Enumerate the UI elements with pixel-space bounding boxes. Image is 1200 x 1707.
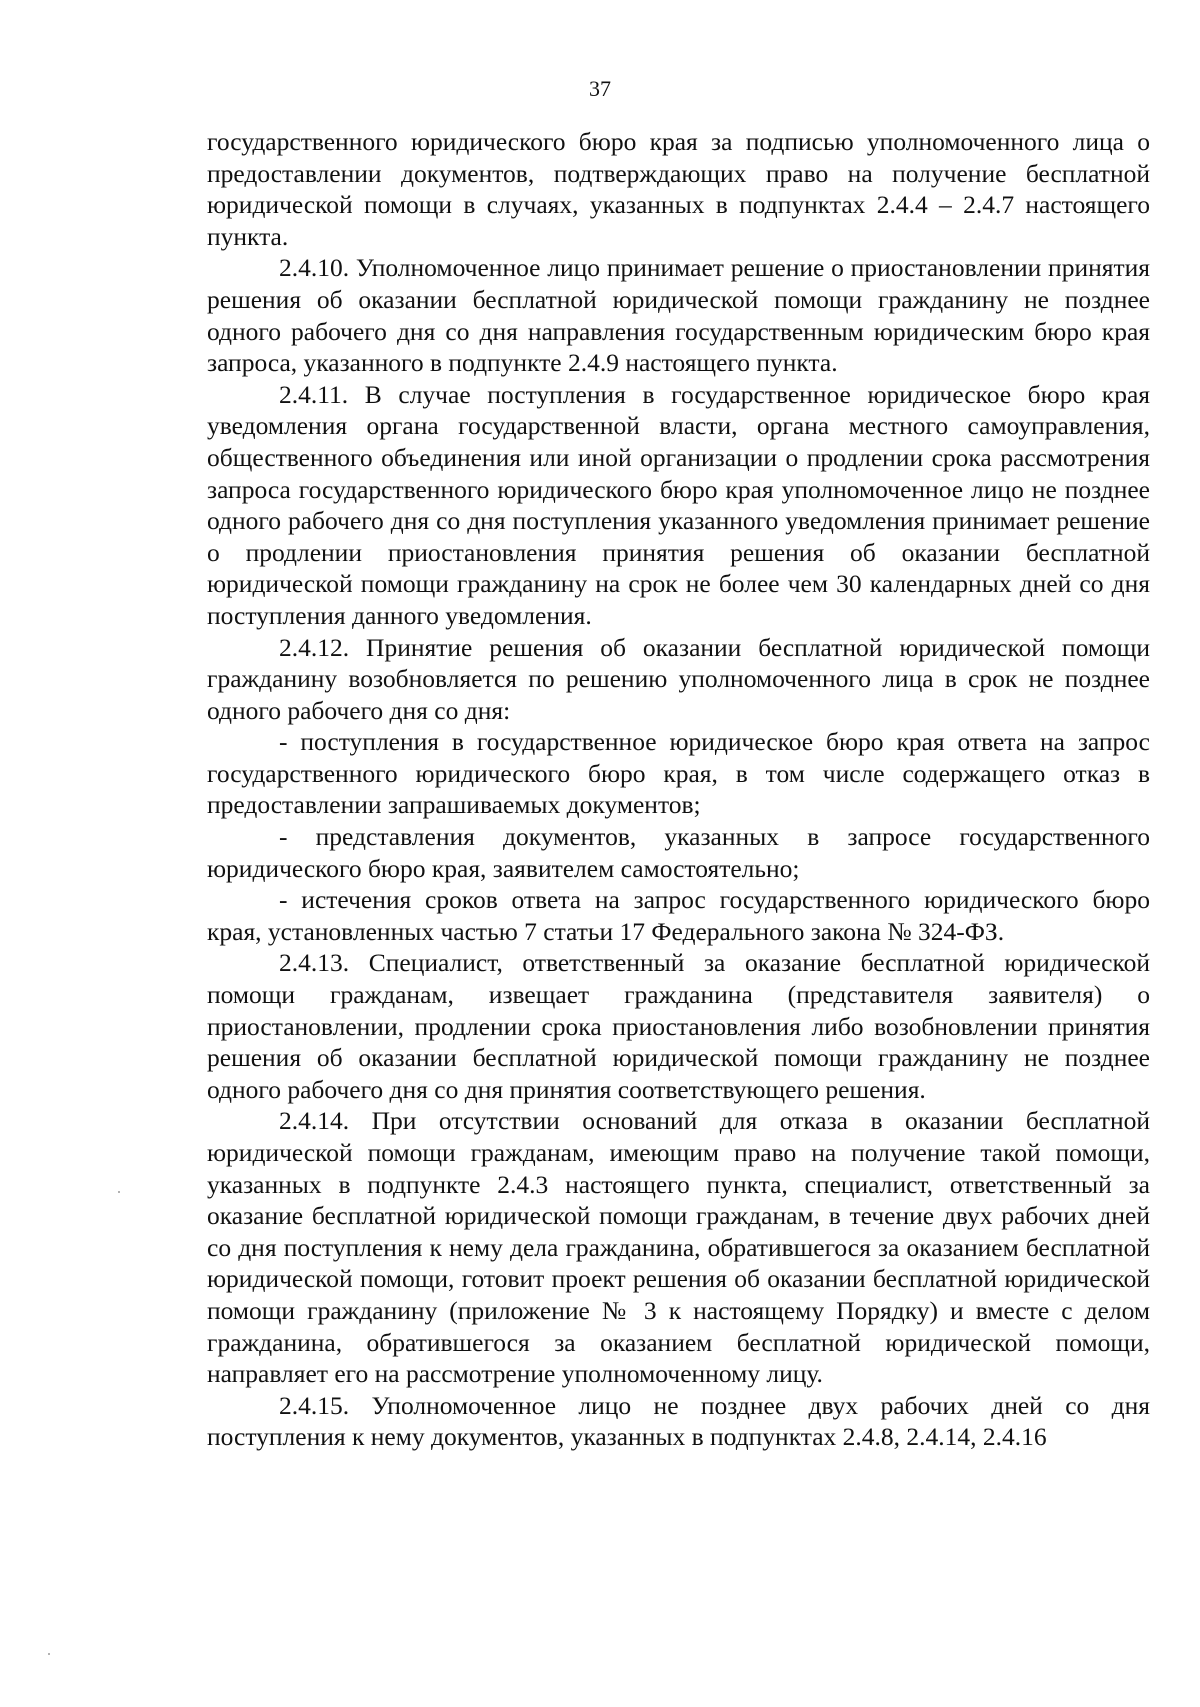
list-item-response-received: - поступления в государственное юридическое бюро края ответа на запрос государственного юридического бюро края, в том числе содержащего отказ в предоставлении запрашиваемых документов;: [207, 727, 1150, 820]
paragraph-2-4-11: 2.4.11. В случае поступления в государственное юридическое бюро края уведомления органа государственной власти, органа местного самоуправления, общественного объединения или иной организации о продлении срока рассмотрения запроса государственного юридического бюро края уполномоченное лицо не позднее одного рабочего дня со дня поступления указанного уведомления принимает решение о продлении приостановления принятия решения об оказании бесплатной юридической помощи гражданину на срок не более чем 30 календарных дней со дня поступления данного уведомления.: [207, 379, 1150, 630]
scan-artifact: [118, 1191, 120, 1193]
scan-artifact: [48, 1653, 50, 1655]
paragraph-2-4-13: 2.4.13. Специалист, ответственный за оказание бесплатной юридической помощи гражданам, извещает гражданина (представителя заявителя) о приостановлении, продлении срока приостановления либо возобновлении принятия решения об оказании бесплатной юридической помощи гражданину не позднее одного рабочего дня со дня принятия соответствующего решения.: [207, 948, 1150, 1104]
paragraph-2-4-10: 2.4.10. Уполномоченное лицо принимает решение о приостановлении принятия решения об оказании бесплатной юридической помощи гражданину не позднее одного рабочего дня со дня направления государственным юридическим бюро края запроса, указанного в подпункте 2.4.9 настоящего пункта.: [207, 253, 1150, 378]
page-number: 37: [589, 76, 611, 101]
list-item-deadline-expired: - истечения сроков ответа на запрос государственного юридического бюро края, установленных частью 7 статьи 17 Федерального закона № 324-ФЗ.: [207, 885, 1150, 946]
paragraph-2-4-12: 2.4.12. Принятие решения об оказании бесплатной юридической помощи гражданину возобновляется по решению уполномоченного лица в срок не позднее одного рабочего дня со дня:: [207, 632, 1150, 725]
list-item-documents-submitted: - представления документов, указанных в запросе государственного юридического бюро края, заявителем самостоятельно;: [207, 822, 1150, 883]
paragraph-2-4-14: 2.4.14. При отсутствии оснований для отказа в оказании бесплатной юридической помощи гражданам, имеющим право на получение такой помощи, указанных в подпункте 2.4.3 настоящего пункта, специалист, ответственный за оказание бесплатной юридической помощи гражданам, в течение двух рабочих дней со дня поступления к нему дела гражданина, обратившегося за оказанием бесплатной юридической помощи, готовит проект решения об оказании бесплатной юридической помощи гражданину (приложение № 3 к настоящему Порядку) и вместе с делом гражданина, обратившегося за оказанием бесплатной юридической помощи, направляет его на рассмотрение уполномоченному лицу.: [207, 1106, 1150, 1389]
paragraph-2-4-15: 2.4.15. Уполномоченное лицо не позднее двух рабочих дней со дня поступления к нему документов, указанных в подпунктах 2.4.8, 2.4.14, 2.4.16: [207, 1390, 1150, 1452]
document-body: [207, 126, 1150, 1453]
paragraph-continuation: государственного юридического бюро края за подписью уполномоченного лица о предоставлении документов, подтверждающих право на получение бесплатной юридической помощи в случаях, указанных в подпунктах 2.4.4 – 2.4.7 настоящего пункта.: [207, 127, 1150, 251]
